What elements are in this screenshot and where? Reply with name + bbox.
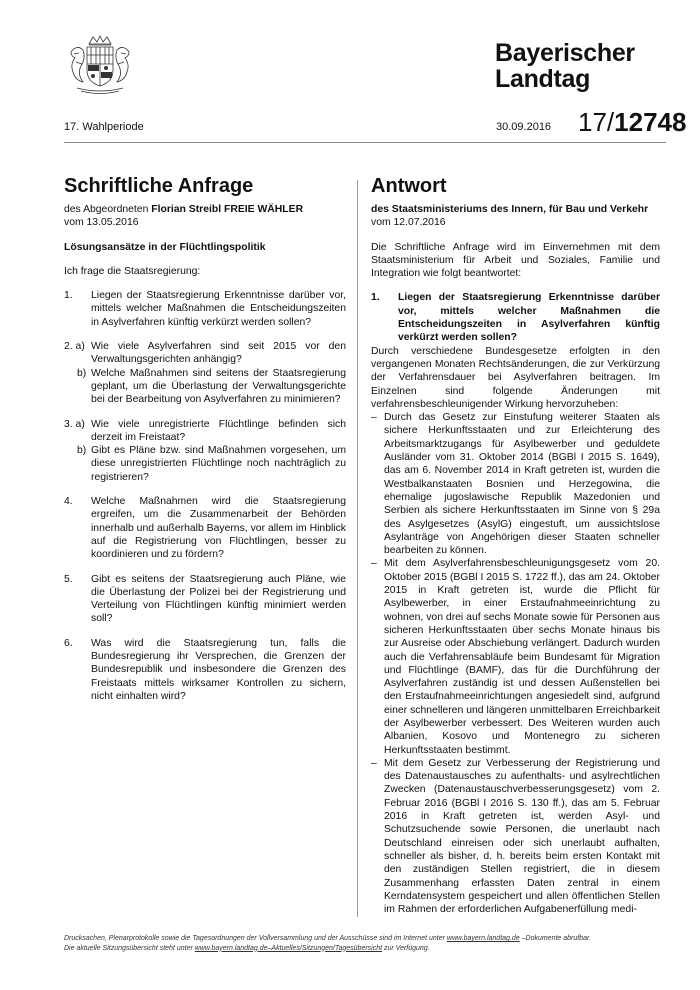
question-title: Schriftliche Anfrage (64, 175, 254, 197)
document-number-prefix: 17/ (578, 107, 615, 137)
question-item-2b (64, 367, 346, 407)
answer-column (371, 174, 660, 916)
question-item-number: 4. (64, 496, 73, 508)
answer-ministry: des Staatsministeriums des Innern, für Bau und Verkehr (371, 204, 649, 215)
question-author-prefix: des Abgeordneten (64, 204, 149, 215)
answer-bullet-1 (371, 411, 660, 557)
answer-bullet-text: Durch das Gesetz zur Einstufung weiterer Staaten als sichere Herkunftsstaaten und zur Erleichterung des Arbeitsmarktzugangs für Asylbewerber und geduldete Ausländer vom 31. Oktober 2014 (BGBl I 2015 S. 1649), das am 6. November 2014 in Kraft getreten ist, wurden die Westbalkanstaaten Bosnien und Herzegowina, die ehemalige jugoslawische Republik Mazedonien und Serbien als sichere Herkunftsstaaten im Sinne von § 29a des Asylgesetzes (AsylG) eingestuft, um aussichtslose Asylanträge von Angehörigen dieser Staaten schneller bearbeiten zu können. (384, 412, 660, 557)
bullet-marker: – (371, 757, 377, 769)
question-item-number: 6. (64, 637, 73, 649)
answer-bullet-2 (371, 557, 660, 756)
footer-link-website[interactable]: www.bayern.landtag.de (446, 935, 520, 942)
legislative-period: 17. Wahlperiode (64, 121, 144, 133)
answer-bullet-text: Mit dem Asylverfahrensbeschleunigungsgesetz vom 20. Oktober 2015 (BGBl I 2015 S. 1722 ff.), das am 24. Oktober 2015 in Kraft getreten ist, wurde die Pflicht für Asylbewerber, in einer Erstaufnahmeeinrichtung zu wohnen, von drei auf sechs Monate sowie für Personen aus sicheren Herkunftsstaaten über sechs Monate hinaus bis zur Ausreise oder Abschiebung verlängert. Dadurch wurden auch die Verfahrensabläufe beim Bundesamt für Migration und Flüchtlinge (BAMF), das für die Durchführung der Asylverfahren zuständig ist und dessen Außenstellen bei den Erstaufnahmeeinrichtungen angesiedelt sind, aufgrund einer schnelleren und längeren unmittelbaren Erreichbarkeit der Asylbewerber verbessert. Des Weiteren wurden auch Albanien, Kosovo und Montenegro zu sicheren Herkunftsstaaten bestimmt. (384, 558, 660, 756)
header-divider (64, 142, 666, 143)
bullet-marker: – (371, 558, 377, 570)
question-item-number: 2. a) (64, 341, 85, 353)
question-item-text: Wie viele unregistrierte Flüchtlinge befinden sich derzeit im Freistaat? (91, 418, 346, 443)
question-item-text: Gibt es seitens der Staatsregierung auch Pläne, wie die Überlastung der Polizei bei der Registrierung und Verteilung von Flüchtlingen künftig minimiert werden soll? (91, 573, 346, 625)
question-item-text: Welche Maßnahmen sind seitens der Staatsregierung geplant, um die Überlastung der Verwaltungsgerichte bei der Bearbeitung von Asylverfahren zu minimieren? (91, 367, 346, 406)
answer-bullet-text: Mit dem Gesetz zur Verbesserung der Registrierung und des Datenaustausches zu aufenthalts- und asylrechtlichen Zwecken (Datenaustauschverbesserungsgesetz) vom 2. Februar 2016 (BGBl I 2016 S. 130 ff.), das am 5. Februar 2016 in Kraft getreten ist, werden Asyl- und Schutzsuchende sowie Personen, die unerlaubt nach Deutschland einreisen oder sich unerlaubt aufhalten, schneller als bisher, d. h. bereits beim ersten Kontakt mit den zuständigen Stellen registriert, die in diesem Zusammenhang erfassten Daten zentral in einem Kerndatensystem gespeichert und allen öffentlichen Stellen im Rahmen der erforderlichen Aufgabenerfüllung medi- (384, 757, 660, 916)
document-date: 30.09.2016 (496, 121, 552, 133)
question-item-text: Was wird die Staatsregierung tun, falls die Bundesregierung ihr Versprechen, die Grenzen der Bundesrepublik und insbesondere die Grenzen des Freistaats mittels wirksamer Kontrollen zu sichern, nicht einhalten wird? (91, 637, 346, 702)
question-item-text: Liegen der Staatsregierung Erkenntnisse darüber vor, mittels welcher Maßnahmen die Entscheidungszeiten in Asylverfahren künftig verkürzt werden sollen? (91, 290, 346, 328)
coat-of-arms-icon (67, 34, 133, 96)
answer-question-1 (371, 291, 660, 344)
answer-date: vom 12.07.2016 (371, 217, 446, 229)
question-subject: Lösungsansätze in der Flüchtlingspolitik (64, 241, 266, 253)
footer-text: Drucksachen, Plenarprotokolle sowie die Tagesordnungen der Vollversammlung und der Ausschüsse sind im Internet unter (64, 935, 447, 942)
answer-title: Antwort (371, 175, 447, 197)
question-item-number: b) (77, 367, 87, 379)
bullet-marker: – (371, 412, 377, 424)
footer-text: zur Verfügung. (382, 944, 430, 952)
parliament-name-line2: Landtag (495, 65, 591, 93)
question-item-5 (64, 573, 346, 626)
question-item-1 (64, 289, 346, 329)
footer-text: –Dokumente abrufbar. (519, 935, 592, 942)
column-divider (357, 180, 358, 917)
answer-question-text: Liegen der Staatsregierung Erkenntnisse darüber vor, mittels welcher Maßnahmen die Entscheidungszeiten in Asylverfahren künftig verkürzt werden sollen? (398, 292, 660, 344)
footer-text: Die aktuelle Sitzungsübersicht steht unter (64, 944, 195, 952)
answer-question-number: 1. (371, 292, 380, 304)
question-date: vom 13.05.2016 (64, 217, 139, 229)
answer-body: Durch verschiedene Bundesgesetze erfolgten in den vergangenen Monaten Rechtsänderungen, die zur Verkürzung der Verfahrensdauer bei Asylverfahren beitragen. Im Einzelnen sind folgende Änderungen mit verfahrensbeschleunigender Wirkung hervorzuheben: (371, 345, 660, 410)
parliament-name (495, 40, 675, 92)
question-column (64, 174, 346, 703)
document-number-value: 12748 (614, 107, 687, 137)
question-intro: Ich frage die Staatsregierung: (64, 265, 201, 277)
question-item-number: 1. (64, 290, 73, 302)
question-item-4 (64, 495, 346, 561)
question-author: Florian Streibl FREIE WÄHLER (151, 204, 304, 215)
parliament-name-line1: Bayerischer (495, 39, 635, 67)
document-number (578, 107, 686, 137)
footer-line-2 (64, 944, 664, 954)
question-item-2a (64, 340, 346, 367)
answer-bullet-3 (371, 757, 660, 917)
answer-intro: Die Schriftliche Anfrage wird im Einvernehmen mit dem Staatsministerium für Arbeit und Soziales, Familie und Integration wie folgt beantwortet: (371, 241, 660, 280)
question-item-text: Wie viele Asylverfahren sind seit 2015 vor den Verwaltungsgerichten anhängig? (91, 341, 346, 366)
question-item-text: Gibt es Pläne bzw. sind Maßnahmen vorgesehen, um diese unregistrierten Flüchtlinge noch nachträglich zu registrieren? (91, 445, 346, 483)
footer-link-sessions[interactable]: www.bayern.landtag.de–Aktuelles/Sitzungen/Tagesübersicht (194, 944, 383, 952)
question-item-number: 5. (64, 573, 73, 585)
question-item-3b (64, 444, 346, 484)
footer-line-1 (64, 934, 664, 944)
question-item-3a (64, 418, 346, 445)
question-item-number: b) (77, 445, 87, 457)
question-item-text: Welche Maßnahmen wird die Staatsregierung ergreifen, um die Zusammenarbeit der Behörden innerhalb und außerhalb Bayerns, vor allem im Hinblick auf die Registrierung von Flüchtlingen, besser zu koordinieren und zu fördern? (91, 496, 346, 561)
question-item-6 (64, 637, 346, 703)
footer (64, 934, 664, 953)
question-author-line (64, 203, 346, 216)
question-item-number: 3. a) (64, 418, 85, 430)
